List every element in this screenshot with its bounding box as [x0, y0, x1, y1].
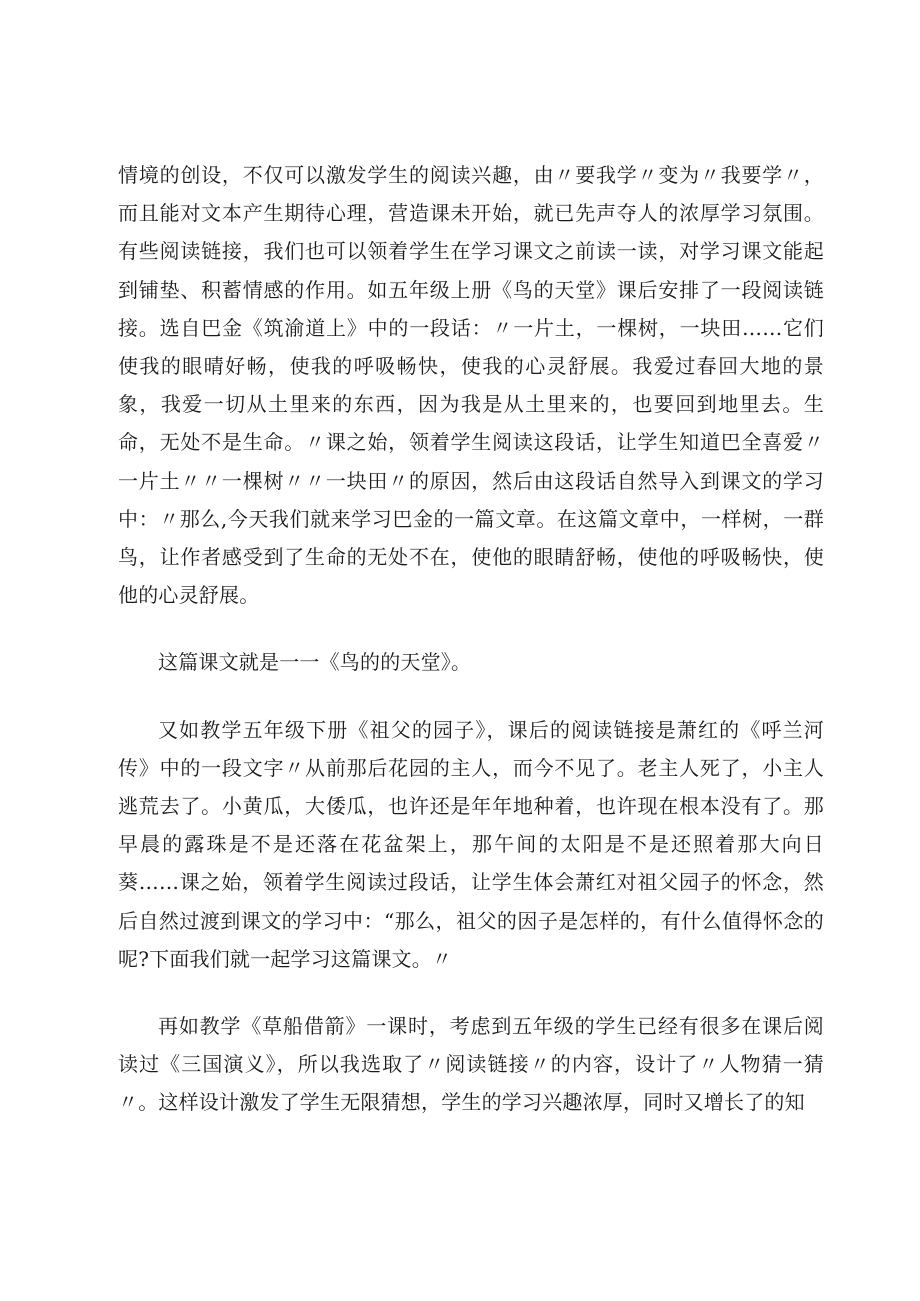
document-body	[118, 156, 824, 1122]
paragraph-example-grandfather-garden: 又如教学五年级下册《祖父的园子》，课后的阅读链接是萧红的《呼兰河传》中的一段文字〃从前那后花园的主人，而今不见了。老主人死了，小主人逃荒去了。小黄瓜，大倭瓜，也许还是年年地种着，也许现在根本没有了。那早晨的露珠是不是还落在花盆架上，那午间的太阳是不是还照着那大向日葵……课之始，领着学生阅读过段话，让学生体会萧红对祖父园子的怀念，然后自然过渡到课文的学习中：“那么，祖父的因子是怎样的，有什么值得怀念的呢?下面我们就一起学习这篇课文。〃	[118, 717, 824, 971]
paragraph-example-straw-boats: 再如教学《草船借箭》一课时，考虑到五年级的学生已经有很多在课后阅读过《三国演义》，所以我选取了〃阅读链接〃的内容，设计了〃人物猜一猜〃。这样设计激发了学生无限猜想，学生的学习兴趣浓厚，同时又增长了的知	[118, 1014, 824, 1115]
paragraph-intro: 情境的创设，不仅可以激发学生的阅读兴趣，由〃要我学〃变为〃我要学〃，而且能对文本产生期待心理，营造课未开始，就已先声夺人的浓厚学习氛围。有些阅读链接，我们也可以领着学生在学习课文之前读一读，对学习课文能起到铺垫、积蓄情感的作用。如五年级上册《鸟的天堂》课后安排了一段阅读链接。选自巴金《筑渝道上》中的一段话：〃一片土，一棵树，一块田……它们使我的眼晴好畅，使我的呼吸畅快，使我的心灵舒展。我爱过春回大地的景象，我爱一切从土里来的东西，因为我是从土里来的，也要回到地里去。生命，无处不是生命。〃课之始，领着学生阅读这段话，让学生知道巴全喜爱〃一片土〃〃一棵树〃〃一块田〃的原因，然后由这段话自然导入到课文的学习中：〃那么,今天我们就来学习巴金的一篇文章。在这篇文章中，一样树，一群鸟，让作者感受到了生命的无处不在，使他的眼睛舒畅，使他的呼吸畅快，使他的心灵舒展。	[118, 163, 824, 608]
paragraph-conclusion: 这篇课文就是一一《鸟的的天堂》。	[158, 650, 472, 675]
